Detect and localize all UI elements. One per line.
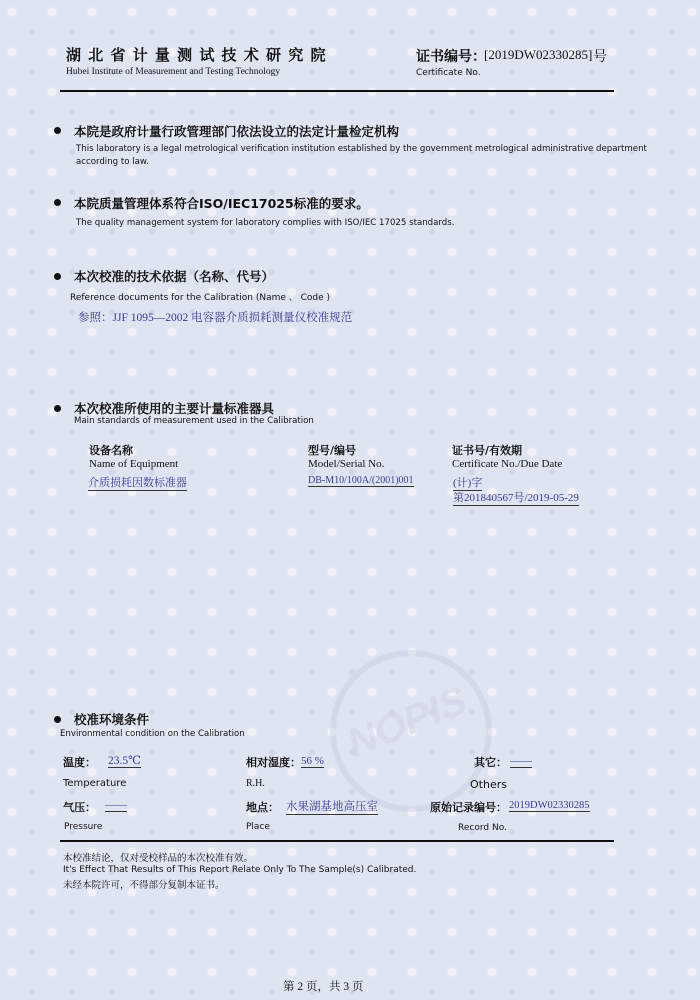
cert-suffix: 号 — [593, 49, 607, 65]
institute-name-cn: 湖 北 省 计 量 测 试 技 术 研 究 院 — [66, 46, 327, 64]
footer-divider — [60, 840, 614, 842]
bullet — [54, 716, 61, 723]
col-cert-cn: 证书号/有效期 — [452, 444, 523, 457]
institute-name-en: Hubei Institute of Measurement and Testing Technology — [66, 67, 281, 77]
pressure-value: —— — [105, 799, 127, 811]
standards-title-cn: 本次校准所使用的主要计量标准器具 — [74, 401, 275, 416]
footer-note-3: 未经本院许可，不得部分复制本证书。 — [63, 881, 225, 891]
col-cert-en: Certificate No./Due Date — [452, 458, 563, 470]
environment-title-en: Environmental condition on the Calibration — [60, 729, 245, 739]
header-divider — [60, 90, 614, 92]
temperature-label-cn: 温度： — [63, 756, 96, 769]
page-number: 第 2 页，共 3 页 — [283, 981, 364, 993]
pressure-label-cn: 气压： — [63, 801, 96, 814]
place-label-en: Place — [246, 822, 270, 832]
temperature-value: 23.5℃ — [108, 755, 141, 767]
other-label-en: Others — [470, 778, 507, 791]
record-label-cn: 原始记录编号： — [430, 801, 507, 814]
equipment-name: 介质损耗因数标准器 — [88, 474, 187, 491]
environment-title-cn: 校准环境条件 — [74, 712, 150, 727]
rh-label-cn: 相对湿度： — [246, 756, 301, 769]
reference-title-en: Reference documents for the Calibration (Name 、 Code ) — [70, 293, 331, 303]
reference-content: 参照：JJF 1095—2002 电容器介质损耗测量仪校准规范 — [78, 312, 353, 324]
place-label-cn: 地点： — [246, 801, 279, 814]
statement-2-en: The quality management system for laboratory complies with ISO/IEC 17025 standards. — [76, 218, 455, 228]
bullet — [54, 273, 61, 280]
col-equipment-cn: 设备名称 — [89, 444, 133, 457]
rh-label-en: R.H. — [246, 778, 265, 789]
statement-1-en-line2: according to law. — [76, 157, 149, 167]
reference-title-cn: 本次校准的技术依据（名称、代号） — [74, 269, 275, 284]
watermark-logo: NOPIS — [341, 678, 474, 766]
other-value: —— — [510, 755, 532, 767]
statement-1-cn: 本院是政府计量行政管理部门依法设立的法定计量检定机构 — [74, 124, 400, 139]
equipment-cert-line2: 第201840567号/2019-05-29 — [453, 489, 579, 506]
col-equipment-en: Name of Equipment — [89, 458, 179, 470]
cert-label-en: Certificate No. — [416, 68, 481, 78]
equipment-model: DB-M10/100A/(2001)001 — [308, 475, 414, 486]
statement-2-cn: 本院质量管理体系符合ISO/IEC17025标准的要求。 — [74, 196, 369, 211]
footer-note-2: It's Effect That Results of This Report Relate Only To The Sample(s) Calibrated. — [63, 865, 417, 875]
standards-title-en: Main standards of measurement used in the Calibration — [74, 416, 314, 426]
record-value: 2019DW02330285 — [509, 800, 590, 811]
rh-value: 56 % — [301, 755, 324, 767]
footer-note-1: 本校准结论，仅对受校样品的本次校准有效。 — [63, 854, 254, 864]
pressure-label-en: Pressure — [64, 822, 103, 832]
equipment-cert-line1: (计)字 — [453, 474, 482, 491]
bullet — [54, 405, 61, 412]
other-label-cn: 其它： — [474, 756, 507, 769]
cert-label-cn: 证书编号： — [416, 49, 486, 65]
statement-1-en-line1: This laboratory is a legal metrological verification institution established by the government metrological administrative department — [76, 144, 647, 154]
bullet — [54, 127, 61, 134]
bullet — [54, 199, 61, 206]
place-value: 水果湖基地高压室 — [286, 798, 378, 815]
col-model-en: Model/Serial No. — [308, 458, 385, 470]
record-label-en: Record No. — [458, 823, 507, 833]
col-model-cn: 型号/编号 — [308, 444, 357, 457]
cert-number: [2019DW02330285] — [484, 47, 593, 62]
temperature-label-en: Temperature — [63, 778, 127, 789]
